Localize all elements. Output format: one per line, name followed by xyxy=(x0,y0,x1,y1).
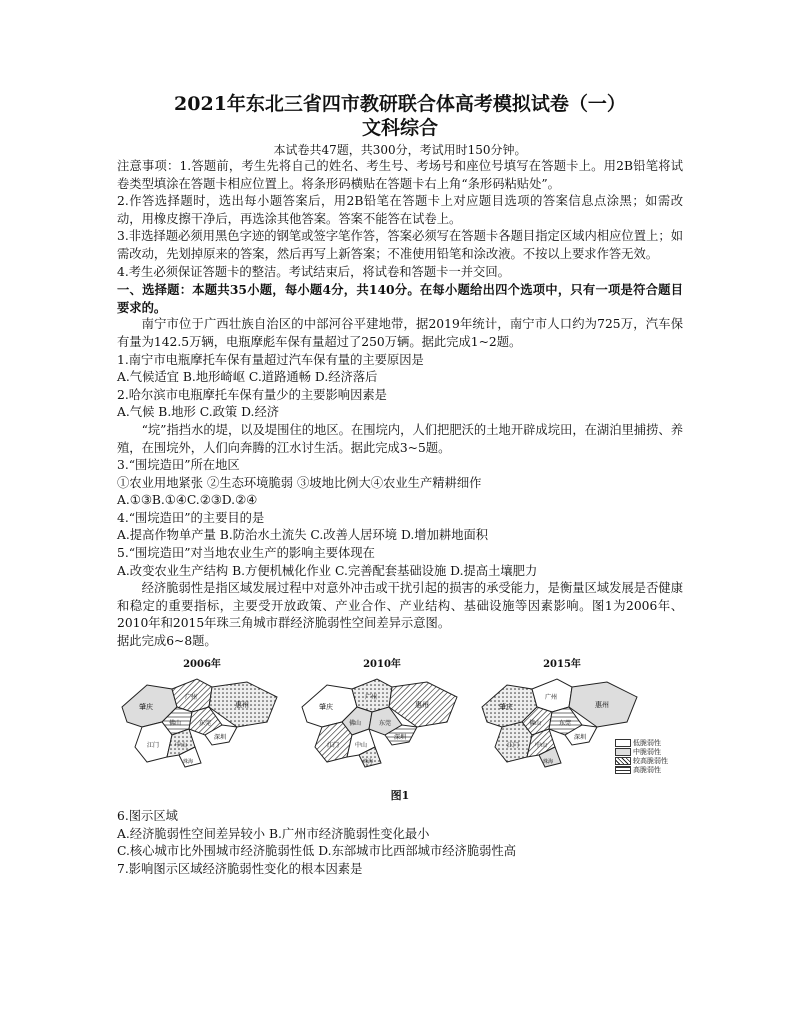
map-city-label: 江门 xyxy=(147,741,160,749)
map-city-label: 中山 xyxy=(355,741,368,749)
question-6-stem: 6.图示区域 xyxy=(117,809,178,824)
map-year-label: 2006年 xyxy=(183,658,221,670)
exam-page xyxy=(117,92,683,879)
map-city-label: 中山 xyxy=(535,741,548,749)
legend-label: 较高脆弱性 xyxy=(633,756,668,765)
question-3-items: ①农业用地紧张 ②生态环境脆弱 ③坡地比例大④农业生产精耕细作 xyxy=(117,475,482,490)
map-city-label: 珠海 xyxy=(363,758,374,765)
figure-1 xyxy=(117,655,683,785)
question-7-stem: 7.影响图示区域经济脆弱性变化的根本因素是 xyxy=(117,862,363,876)
map-year-label: 2015年 xyxy=(543,658,581,670)
map-city-label: 佛山 xyxy=(349,719,362,727)
legend-item xyxy=(615,757,668,766)
map-city-label: 佛山 xyxy=(169,719,182,727)
map-city-label: 惠州 xyxy=(415,700,429,709)
question-5-stem: 5.“围垸造田”对当地农业生产的影响主要体现在 xyxy=(117,546,375,561)
map-city-label: 佛山 xyxy=(529,719,542,727)
legend-label: 中脆弱性 xyxy=(633,747,661,756)
map-city-label: 广州 xyxy=(365,693,378,701)
question-4-options: A.提高作物单产量 B.防治水土流失 C.改善人居环境 D.增加耕地面积 xyxy=(117,528,489,543)
map-year-label: 2010年 xyxy=(363,658,401,670)
notice-item-4: 4.考生必须保证答题卡的整洁。考试结束后，将试卷和答题卡一并交回。 xyxy=(117,264,510,279)
figure-caption: 图1 xyxy=(390,788,410,802)
question-1-options: A.气候适宜 B.地形崎岖 C.道路通畅 D.经济落后 xyxy=(117,370,378,385)
question-6-options-1: A.经济脆弱性空间差异较小 B.广州市经济脆弱性变化最小 xyxy=(117,826,430,841)
map-city-label: 肇庆 xyxy=(499,702,513,711)
map-city-label: 珠海 xyxy=(183,758,194,765)
map-city-label: 肇庆 xyxy=(319,702,333,711)
legend-swatch xyxy=(615,766,631,774)
map-city-label: 深圳 xyxy=(214,733,227,741)
legend-item xyxy=(615,766,668,775)
map-city-label: 江门 xyxy=(327,741,340,749)
question-3-stem: 3.“围垸造田”所在地区 xyxy=(117,458,240,473)
passage-1: 南宁市位于广西壮族自治区的中部河谷平建地带，据2019年统计，南宁市人口约为725万，汽车保有量为142.5万辆，电瓶摩彪车保有量超过了250万辆。据此完成1~2题。 xyxy=(117,317,683,349)
map-city-label: 中山 xyxy=(175,741,188,749)
map-city-label: 惠州 xyxy=(235,700,249,709)
legend-label: 高脆弱性 xyxy=(633,765,661,774)
map-legend xyxy=(615,739,668,775)
question-1-stem: 1.南宁市电瓶摩托车保有量超过汽车保有量的主要原因是 xyxy=(117,352,424,367)
section-heading: 一、选择题：本题共35小题，每小题4分，共140分。在每小题给出四个选项中，只有一项是符合题目要求的。 xyxy=(117,282,683,315)
question-4-stem: 4.“围垸造田”的主要目的是 xyxy=(117,510,265,525)
passage-2: “垸”指挡水的堤，以及堤围住的地区。在围垸内，人们把肥沃的土地开辟成垸田，在湖泊里捕捞、养殖，在围垸外，人们向奔腾的江水讨生活。据此完成3~5题。 xyxy=(117,422,683,455)
legend-item xyxy=(615,748,668,757)
map-city-label: 肇庆 xyxy=(139,702,153,711)
passage-3-tail: 据此完成6~8题。 xyxy=(117,634,217,649)
map-panel-2006 xyxy=(117,655,287,773)
exam-title: 2021年东北三省四市教研联合体高考模拟试卷（一） xyxy=(174,93,626,115)
map-city-label: 惠州 xyxy=(595,700,609,709)
question-5-options: A.改变农业生产结构 B.方便机械化作业 C.完善配套基础设施 D.提高土壤肥力 xyxy=(117,563,538,578)
question-2-stem: 2.哈尔滨市电瓶摩托车保有量少的主要影响因素是 xyxy=(117,387,387,402)
exam-subtitle: 文科综合 xyxy=(361,117,438,139)
legend-label: 低脆弱性 xyxy=(633,738,661,747)
passage-3: 经济脆弱性是指区域发展过程中对意外冲击或干扰引起的损害的承受能力，是衡量区域发展是否健康和稳定的重要指标，主要受开放政策、产业合作、产业结构、基础设施等因素影响。图1为2006年、2010年和2015年珠三角城市群经济脆弱性空间差异示意图。 xyxy=(117,581,683,631)
question-3-options: A.①③B.①④C.②③D.②④ xyxy=(117,493,258,508)
legend-swatch xyxy=(615,739,631,747)
map-city-label: 江门 xyxy=(507,741,520,749)
map-city-label: 东莞 xyxy=(199,719,212,727)
map-panel-2010 xyxy=(297,655,467,773)
map-city-label: 东莞 xyxy=(379,719,392,727)
map-city-label: 广州 xyxy=(185,693,198,701)
legend-swatch xyxy=(615,748,631,756)
notice-item-3: 3.非选择题必须用黑色字迹的钢笔或签字笔作答，答案必须写在答题卡各题目指定区域内相应位置上；如需改动，先划掉原来的答案，然后再写上新答案；不准使用铅笔和涂改液。不按以上要求作答无效。 xyxy=(117,229,683,261)
map-city-label: 广州 xyxy=(545,693,558,701)
map-2010 xyxy=(297,667,467,773)
question-6-options-2: C.核心城市比外围城市经济脆弱性低 D.东部城市比西部城市经济脆弱性高 xyxy=(117,844,517,859)
notice-item-2: 2.作答选择题时，选出每小题答案后，用2B铅笔在答题卡上对应题目选项的答案信息点涂黑；如需改动，用橡皮擦干净后，再选涂其他答案。答案不能答在试卷上。 xyxy=(117,194,683,226)
map-city-label: 珠海 xyxy=(543,758,554,765)
question-2-options: A.气候 B.地形 C.政策 D.经济 xyxy=(117,405,280,420)
map-city-label: 东莞 xyxy=(559,719,572,727)
map-2006 xyxy=(117,667,287,773)
legend-swatch xyxy=(615,757,631,765)
exam-info: 本试卷共47题，共300分，考试用时150分钟。 xyxy=(273,143,527,157)
map-city-label: 深圳 xyxy=(574,733,587,741)
map-city-label: 深圳 xyxy=(394,733,407,741)
legend-item xyxy=(615,739,668,748)
notice-item-1: 注意事项：1.答题前，考生先将自己的姓名、考生号、考场号和座位号填写在答题卡上。用2B铅笔将试卷类型填涂在答题卡相应位置上。将条形码横贴在答题卡右上角“条形码粘贴处”。 xyxy=(117,159,683,191)
